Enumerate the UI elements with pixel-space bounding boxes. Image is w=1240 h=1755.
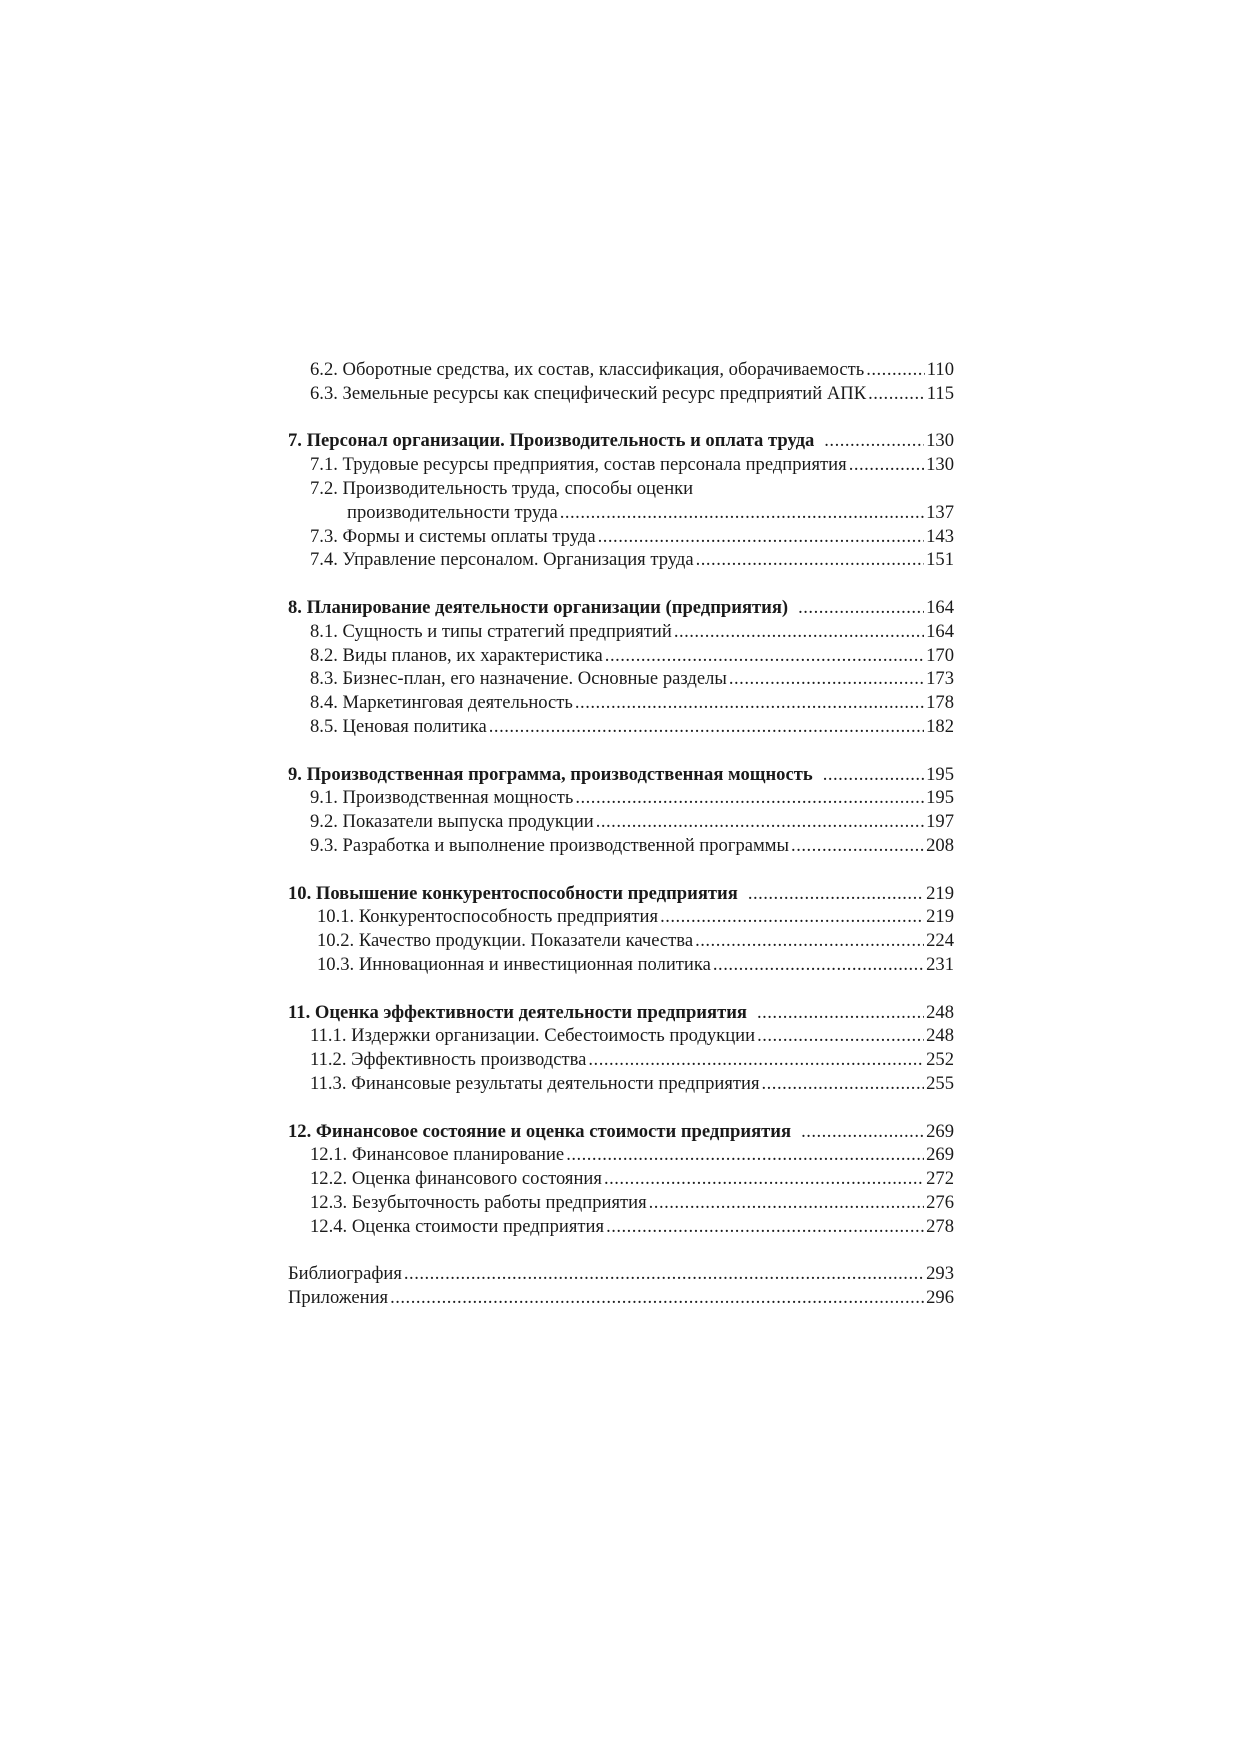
toc-section <box>288 548 954 572</box>
dot-leader <box>696 548 925 572</box>
toc-entry-title: 12. Финансовое состояние и оценка стоимости предприятия <box>288 1120 792 1142</box>
toc-page-number: 293 <box>926 1263 954 1285</box>
toc-section <box>288 1143 954 1167</box>
dot-leader <box>823 763 924 787</box>
toc-page-number: 164 <box>926 620 954 642</box>
toc-chapter <box>288 882 954 906</box>
toc-backmatter <box>288 1286 954 1310</box>
toc-page-number: 248 <box>926 1025 954 1047</box>
dot-leader <box>605 644 924 668</box>
dot-leader <box>713 953 924 977</box>
toc-entry-title: 9. Производственная программа, производственная мощность <box>288 763 813 785</box>
toc-page-number: 248 <box>926 1001 954 1023</box>
toc-entry-title: 7.2. Производительность труда, способы оценки <box>310 477 694 499</box>
toc-page-number: 272 <box>926 1168 954 1190</box>
toc-entry-title: 10. Повышение конкурентоспособности предприятия <box>288 882 738 904</box>
toc-section <box>288 1191 954 1215</box>
toc-page-number: 296 <box>926 1287 954 1309</box>
toc-page-number: 219 <box>926 882 954 904</box>
toc-page-number: 170 <box>926 644 954 666</box>
dot-leader <box>390 1286 924 1310</box>
toc-section <box>288 1048 954 1072</box>
toc-entry-title: 9.2. Показатели выпуска продукции <box>310 811 594 833</box>
toc-page-number: 130 <box>926 454 954 476</box>
toc-page-number: 255 <box>926 1072 954 1094</box>
toc-page-number: 252 <box>926 1049 954 1071</box>
toc-page-number: 231 <box>926 953 954 975</box>
dot-leader <box>868 382 925 406</box>
toc-entry-title: 11.1. Издержки организации. Себестоимость продукции <box>310 1025 756 1047</box>
toc-entry-title: 7.4. Управление персоналом. Организация труда <box>310 549 694 571</box>
dot-leader <box>566 1143 924 1167</box>
toc-page-number: 137 <box>926 501 954 523</box>
toc-page-number: 130 <box>926 430 954 452</box>
dot-leader <box>757 1024 924 1048</box>
toc-entry-title: 12.2. Оценка финансового состояния <box>310 1168 602 1190</box>
toc-entry-title: 10.2. Качество продукции. Показатели качества <box>317 930 694 952</box>
toc-entry-title: 6.3. Земельные ресурсы как специфический ресурс предприятий АПК <box>310 382 867 404</box>
toc-entry-title: 12.3. Безубыточность работы предприятия <box>310 1191 647 1213</box>
toc-entry-title: 8.5. Ценовая политика <box>310 715 487 737</box>
dot-leader <box>748 882 924 906</box>
dot-leader <box>649 1191 924 1215</box>
dot-leader <box>729 667 924 691</box>
dot-leader <box>801 1120 924 1144</box>
toc-section <box>288 691 954 715</box>
toc-page-number: 276 <box>926 1191 954 1213</box>
toc-section <box>288 667 954 691</box>
dot-leader <box>849 453 924 477</box>
dot-leader <box>604 1167 924 1191</box>
toc-page-number: 173 <box>926 668 954 690</box>
toc-entry-title: 6.2. Оборотные средства, их состав, классификация, оборачиваемость <box>310 359 865 380</box>
toc-page-number: 197 <box>926 811 954 833</box>
toc-section <box>288 525 954 549</box>
toc-entry-title: 9.3. Разработка и выполнение производственной программы <box>310 834 790 856</box>
toc-page-number: 182 <box>926 715 954 737</box>
toc-entry-title: 12.1. Финансовое планирование <box>310 1144 565 1166</box>
table-of-contents <box>288 358 954 1310</box>
toc-section <box>288 715 954 739</box>
toc-section <box>288 810 954 834</box>
toc-section <box>288 477 954 501</box>
dot-leader <box>489 715 924 739</box>
dot-leader <box>404 1262 924 1286</box>
toc-section <box>288 929 954 953</box>
dot-leader <box>606 1215 924 1239</box>
toc-section <box>288 382 954 406</box>
toc-chapter <box>288 596 954 620</box>
toc-page-number: 269 <box>926 1120 954 1142</box>
toc-section-continued <box>288 501 954 525</box>
toc-entry-title: 10.1. Конкурентоспособность предприятия <box>317 906 659 928</box>
toc-page-number: 115 <box>926 382 954 404</box>
toc-section <box>288 786 954 810</box>
dot-leader <box>762 1072 925 1096</box>
dot-leader <box>588 1048 924 1072</box>
dot-leader <box>757 1001 924 1025</box>
toc-page-number: 224 <box>926 930 954 952</box>
dot-leader <box>560 501 924 525</box>
toc-entry-title: 7.3. Формы и системы оплаты труда <box>310 525 596 547</box>
toc-entry-title: 11.3. Финансовые результаты деятельности предприятия <box>310 1072 760 1094</box>
toc-entry-title: 8.1. Сущность и типы стратегий предприятий <box>310 620 672 642</box>
dot-leader <box>598 525 925 549</box>
toc-section <box>288 834 954 858</box>
dot-leader <box>575 691 924 715</box>
toc-section <box>288 1024 954 1048</box>
toc-section <box>288 1072 954 1096</box>
toc-page-number: 219 <box>926 906 954 928</box>
toc-section <box>288 953 954 977</box>
toc-page-number: 195 <box>926 787 954 809</box>
toc-entry-title: 10.3. Инновационная и инвестиционная политика <box>317 953 711 975</box>
toc-section <box>288 620 954 644</box>
toc-entry-title: 12.4. Оценка стоимости предприятия <box>310 1215 605 1237</box>
toc-backmatter <box>288 1262 954 1286</box>
toc-page-number: 151 <box>926 549 954 571</box>
toc-entry-title: 8.2. Виды планов, их характеристика <box>310 644 603 666</box>
toc-entry-title: 7.1. Трудовые ресурсы предприятия, состав персонала предприятия <box>310 454 847 476</box>
toc-page-number: 178 <box>926 692 954 714</box>
toc-section <box>288 644 954 668</box>
dot-leader <box>575 786 924 810</box>
toc-entry-title: 11. Оценка эффективности деятельности предприятия <box>288 1001 747 1023</box>
toc-chapter <box>288 1001 954 1025</box>
toc-entry-title: 8.3. Бизнес-план, его назначение. Основные разделы <box>310 668 727 690</box>
toc-page-number: 110 <box>926 359 954 380</box>
toc-section <box>288 905 954 929</box>
toc-entry-title: 9.1. Производственная мощность <box>310 787 574 809</box>
toc-page-number: 143 <box>926 525 954 547</box>
toc-entry-title: 7. Персонал организации. Производительность и оплата труда <box>288 430 815 452</box>
toc-entry-title: производительности труда <box>347 501 558 523</box>
toc-section <box>288 1215 954 1239</box>
toc-entry-title: Приложения <box>288 1287 389 1309</box>
toc-section <box>288 453 954 477</box>
toc-chapter <box>288 1120 954 1144</box>
toc-entry-title: 8.4. Маркетинговая деятельность <box>310 692 573 714</box>
dot-leader <box>791 834 924 858</box>
dot-leader <box>660 905 924 929</box>
toc-chapter <box>288 763 954 787</box>
dot-leader <box>866 358 925 382</box>
dot-leader <box>695 929 924 953</box>
toc-page-number: 195 <box>926 763 954 785</box>
dot-leader <box>798 596 924 620</box>
toc-page-number: 278 <box>926 1215 954 1237</box>
toc-section <box>288 1167 954 1191</box>
toc-chapter <box>288 429 954 453</box>
toc-page-number: 269 <box>926 1144 954 1166</box>
toc-page-number: 208 <box>926 834 954 856</box>
toc-section <box>288 358 954 382</box>
dot-leader <box>674 620 924 644</box>
toc-entry-title: 8. Планирование деятельности организации (предприятия) <box>288 596 789 618</box>
toc-entry-title: 11.2. Эффективность производства <box>310 1049 587 1071</box>
dot-leader <box>824 429 924 453</box>
dot-leader <box>596 810 924 834</box>
toc-entry-title: Библиография <box>288 1263 402 1285</box>
toc-page-number: 164 <box>926 596 954 618</box>
